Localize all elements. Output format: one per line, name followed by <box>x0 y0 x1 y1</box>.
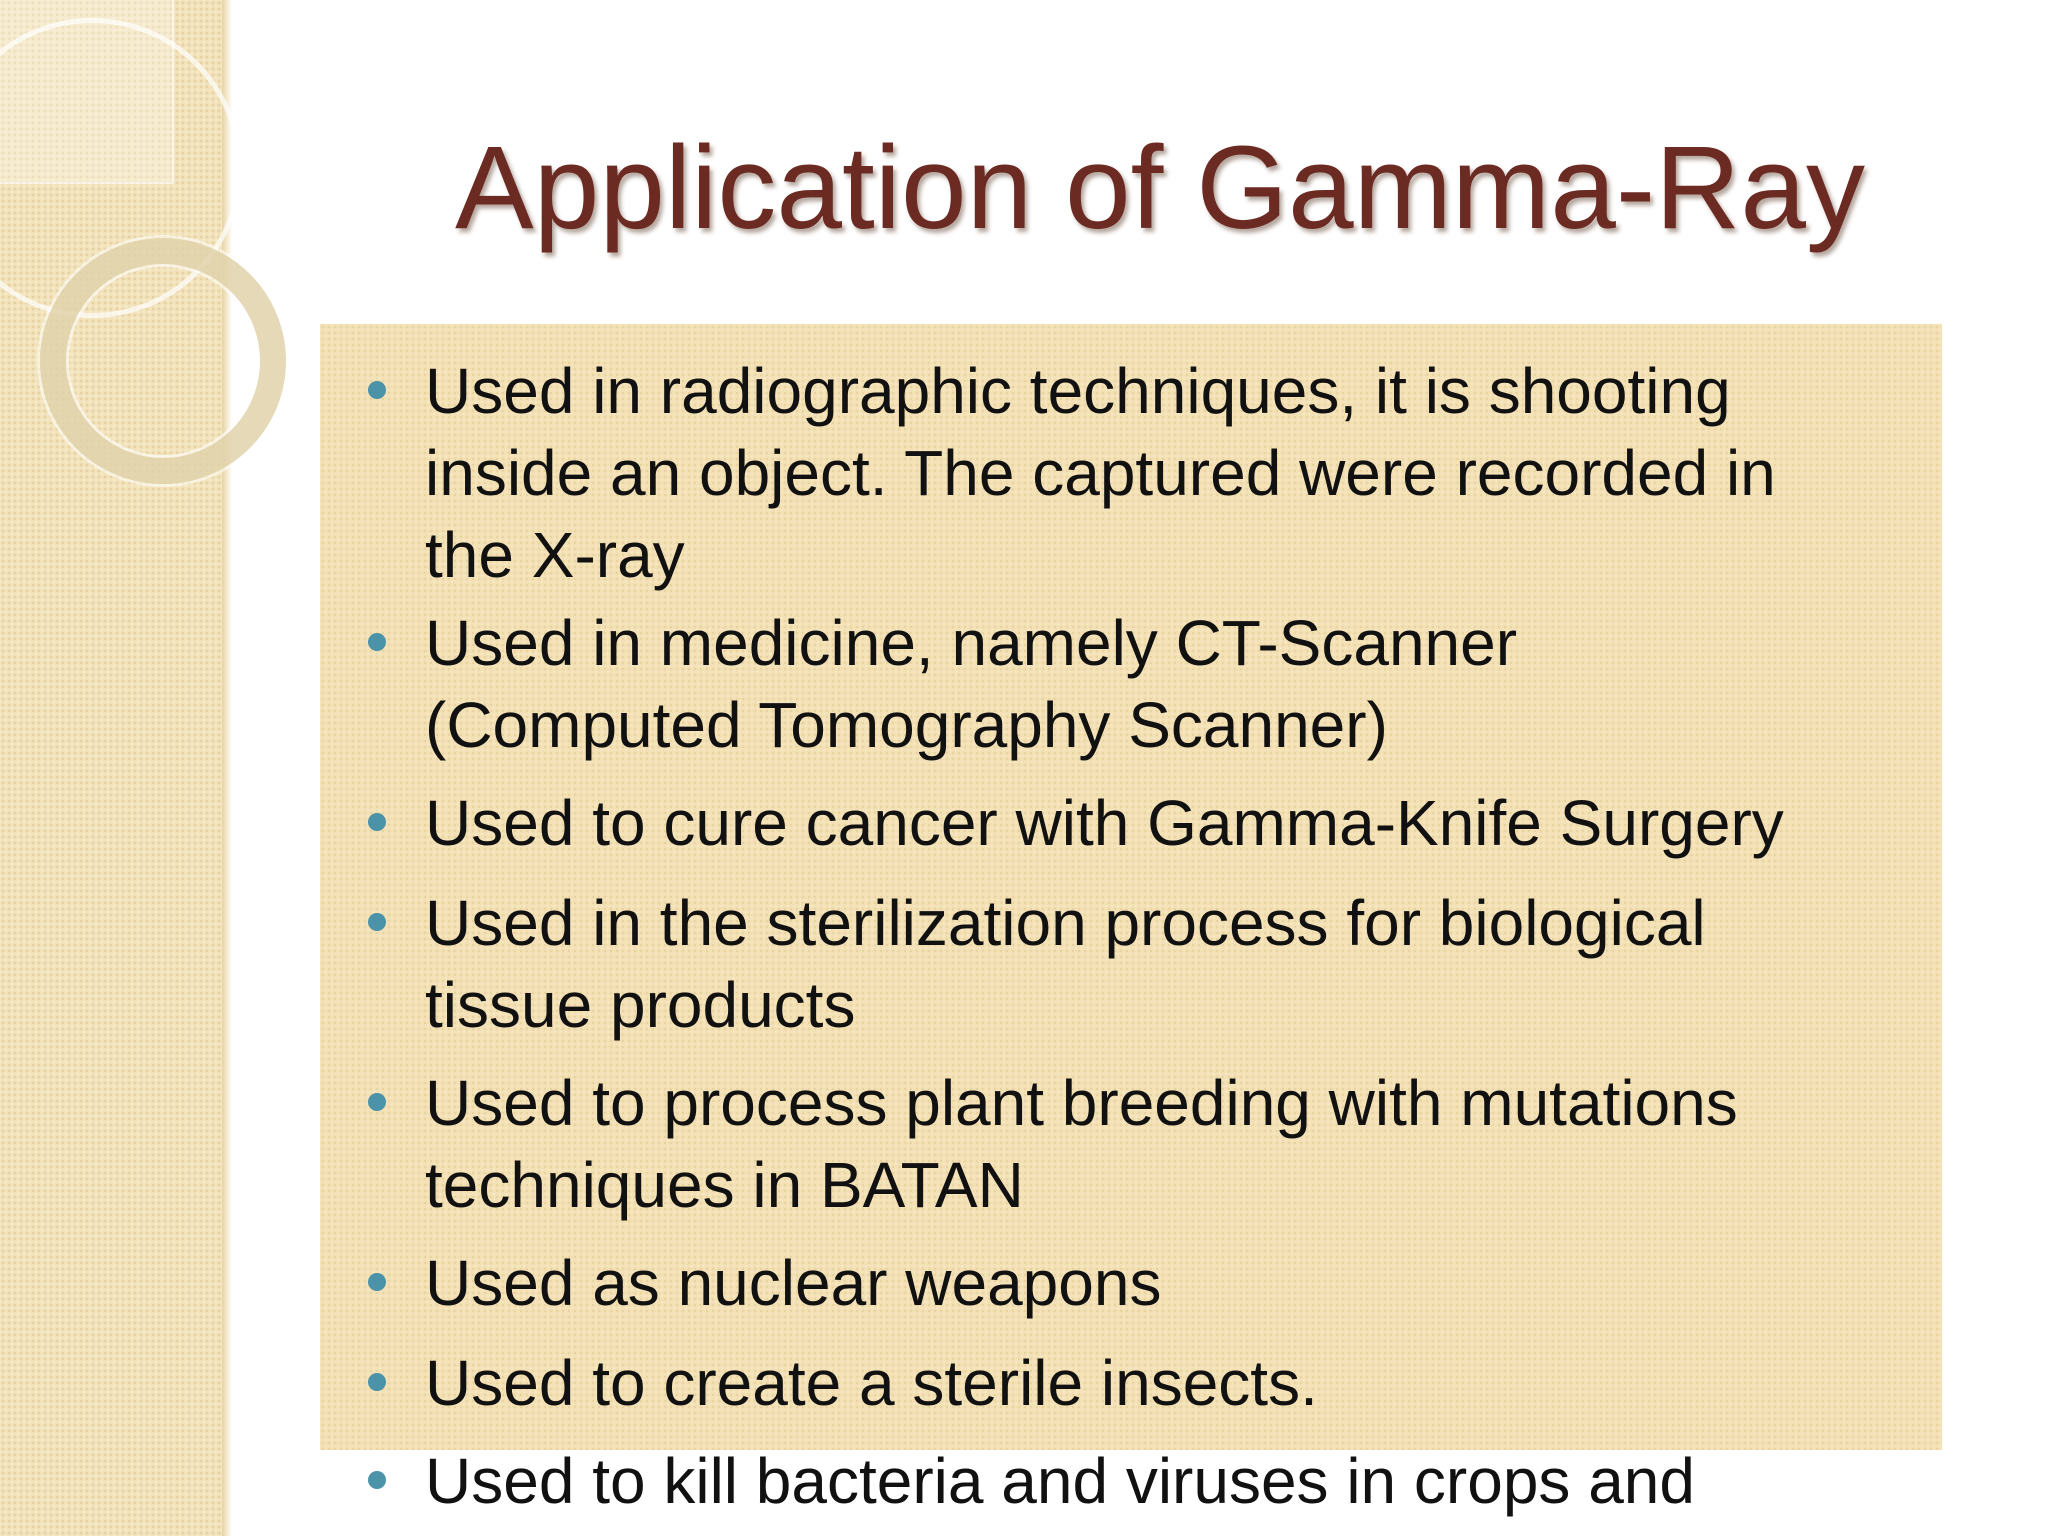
decorative-ring-small <box>40 238 286 484</box>
bullet-text: Used in the sterilization process for biological tissue products <box>425 887 1706 1041</box>
bullet-dot-icon <box>368 1373 386 1391</box>
bullet-dot-icon <box>368 913 386 931</box>
bullet-text: Used to create a sterile insects. <box>425 1347 1318 1419</box>
bullet-dot-icon <box>368 381 386 399</box>
bullet-dot-icon <box>368 813 386 831</box>
bullet-dot-icon <box>368 1093 386 1111</box>
bullet-dot-icon <box>368 633 386 651</box>
bullet-text: Used in medicine, namely CT-Scanner (Computed Tomography Scanner) <box>425 607 1518 761</box>
bullet-text: Used as nuclear weapons <box>425 1247 1162 1319</box>
bullet-text: Used to process plant breeding with mutations techniques in BATAN <box>425 1067 1738 1221</box>
slide-title: Application of Gamma-Ray <box>454 122 1865 254</box>
bullet-text: Used to cure cancer with Gamma-Knife Surgery <box>425 787 1784 859</box>
bullet-dot-icon <box>368 1273 386 1291</box>
bullet-dot-icon <box>368 1471 386 1489</box>
bullet-text: Used to kill bacteria and viruses in crops and <box>425 1445 1695 1517</box>
bullet-text: Used in radiographic techniques, it is shooting inside an object. The captured were recorded in the X-ray <box>425 355 1776 591</box>
